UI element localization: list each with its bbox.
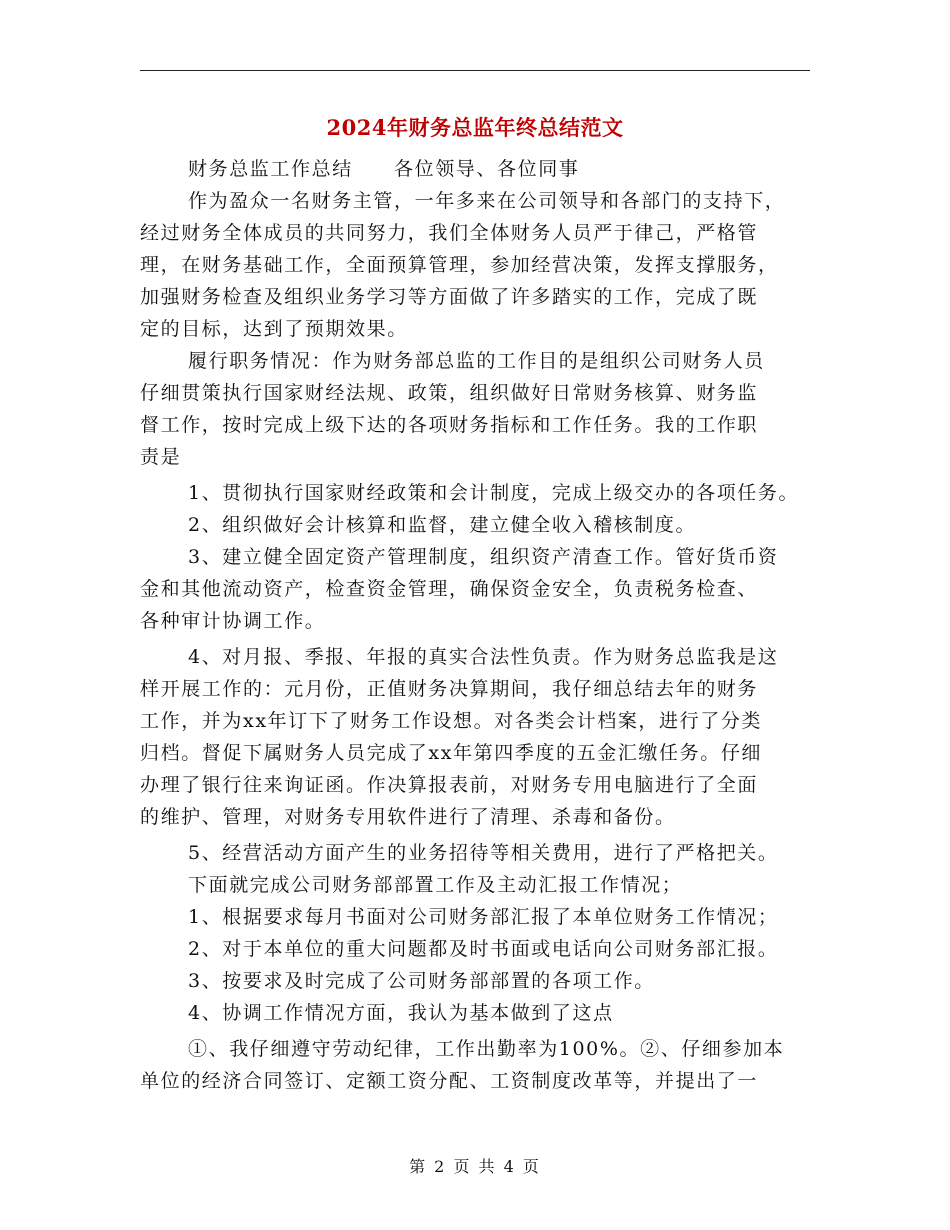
body-line: 各种审计协调工作。 xyxy=(140,610,326,632)
body-line: 作为盈众一名财务主管，一年多来在公司领导和各部门的支持下， xyxy=(188,190,786,212)
body-line: 办理了银行往来询证函。作决算报表前，对财务专用电脑进行了全面 xyxy=(140,774,759,796)
body-line: 仔细贯策执行国家财经法规、政策，组织做好日常财务核算、财务监 xyxy=(140,382,759,404)
body-line: 1、根据要求每月书面对公司财务部汇报了本单位财务工作情况； xyxy=(188,906,779,928)
body-line: 2、组织做好会计核算和监督，建立健全收入稽核制度。 xyxy=(188,514,697,536)
body-line: 4、协调工作情况方面，我认为基本做到了这点 xyxy=(188,1002,614,1024)
body-line: 定的目标，达到了预期效果。 xyxy=(140,318,408,340)
body-line: 的维护、管理，对财务专用软件进行了清理、杀毒和备份。 xyxy=(140,806,676,828)
body-line: 督工作，按时完成上级下达的各项财务指标和工作任务。我的工作职 xyxy=(140,414,759,436)
body-line: 责是 xyxy=(140,446,182,468)
body-line: 归档。督促下属财务人员完成了xx年第四季度的五金汇缴任务。仔细 xyxy=(140,742,763,764)
body-line: 样开展工作的：元月份，正值财务决算期间，我仔细总结去年的财务 xyxy=(140,678,759,700)
body-line: 经过财务全体成员的共同努力，我们全体财务人员严于律己，严格管 xyxy=(140,222,759,244)
body-line: 5、经营活动方面产生的业务招待等相关费用，进行了严格把关。 xyxy=(188,842,779,864)
document-title: 2024年财务总监年终总结范文 xyxy=(326,115,624,140)
body-line: 3、建立健全固定资产管理制度，组织资产清查工作。管好货币资 xyxy=(188,546,779,568)
body-line: 财务总监工作总结 各位领导、各位同事 xyxy=(188,158,580,180)
body-line: 1、贯彻执行国家财经政策和会计制度，完成上级交办的各项任务。 xyxy=(188,482,800,504)
page-footer: 第 2 页 共 4 页 xyxy=(409,1157,541,1176)
body-line: 加强财务检查及组织业务学习等方面做了许多踏实的工作，完成了既 xyxy=(140,286,759,308)
body-line: 下面就完成公司财务部部置工作及主动汇报工作情况； xyxy=(188,874,683,896)
body-line: 金和其他流动资产，检查资金管理，确保资金安全，负责税务检查、 xyxy=(140,578,759,600)
body-line: 履行职务情况：作为财务部总监的工作目的是组织公司财务人员 xyxy=(188,350,765,372)
header-rule xyxy=(140,70,810,71)
body-line: 单位的经济合同签订、定额工资分配、工资制度改革等，并提出了一 xyxy=(140,1070,759,1092)
body-line: 2、对于本单位的重大问题都及时书面或电话向公司财务部汇报。 xyxy=(188,938,779,960)
body-line: 3、按要求及时完成了公司财务部部置的各项工作。 xyxy=(188,970,655,992)
body-line: 工作，并为xx年订下了财务工作设想。对各类会计档案，进行了分类 xyxy=(140,710,763,732)
body-line: 4、对月报、季报、年报的真实合法性负责。作为财务总监我是这 xyxy=(188,646,779,668)
body-line: ①、我仔细遵守劳动纪律，工作出勤率为100%。②、仔细参加本 xyxy=(188,1038,785,1060)
body-line: 理，在财务基础工作，全面预算管理，参加经营决策，发挥支撑服务， xyxy=(140,254,779,276)
